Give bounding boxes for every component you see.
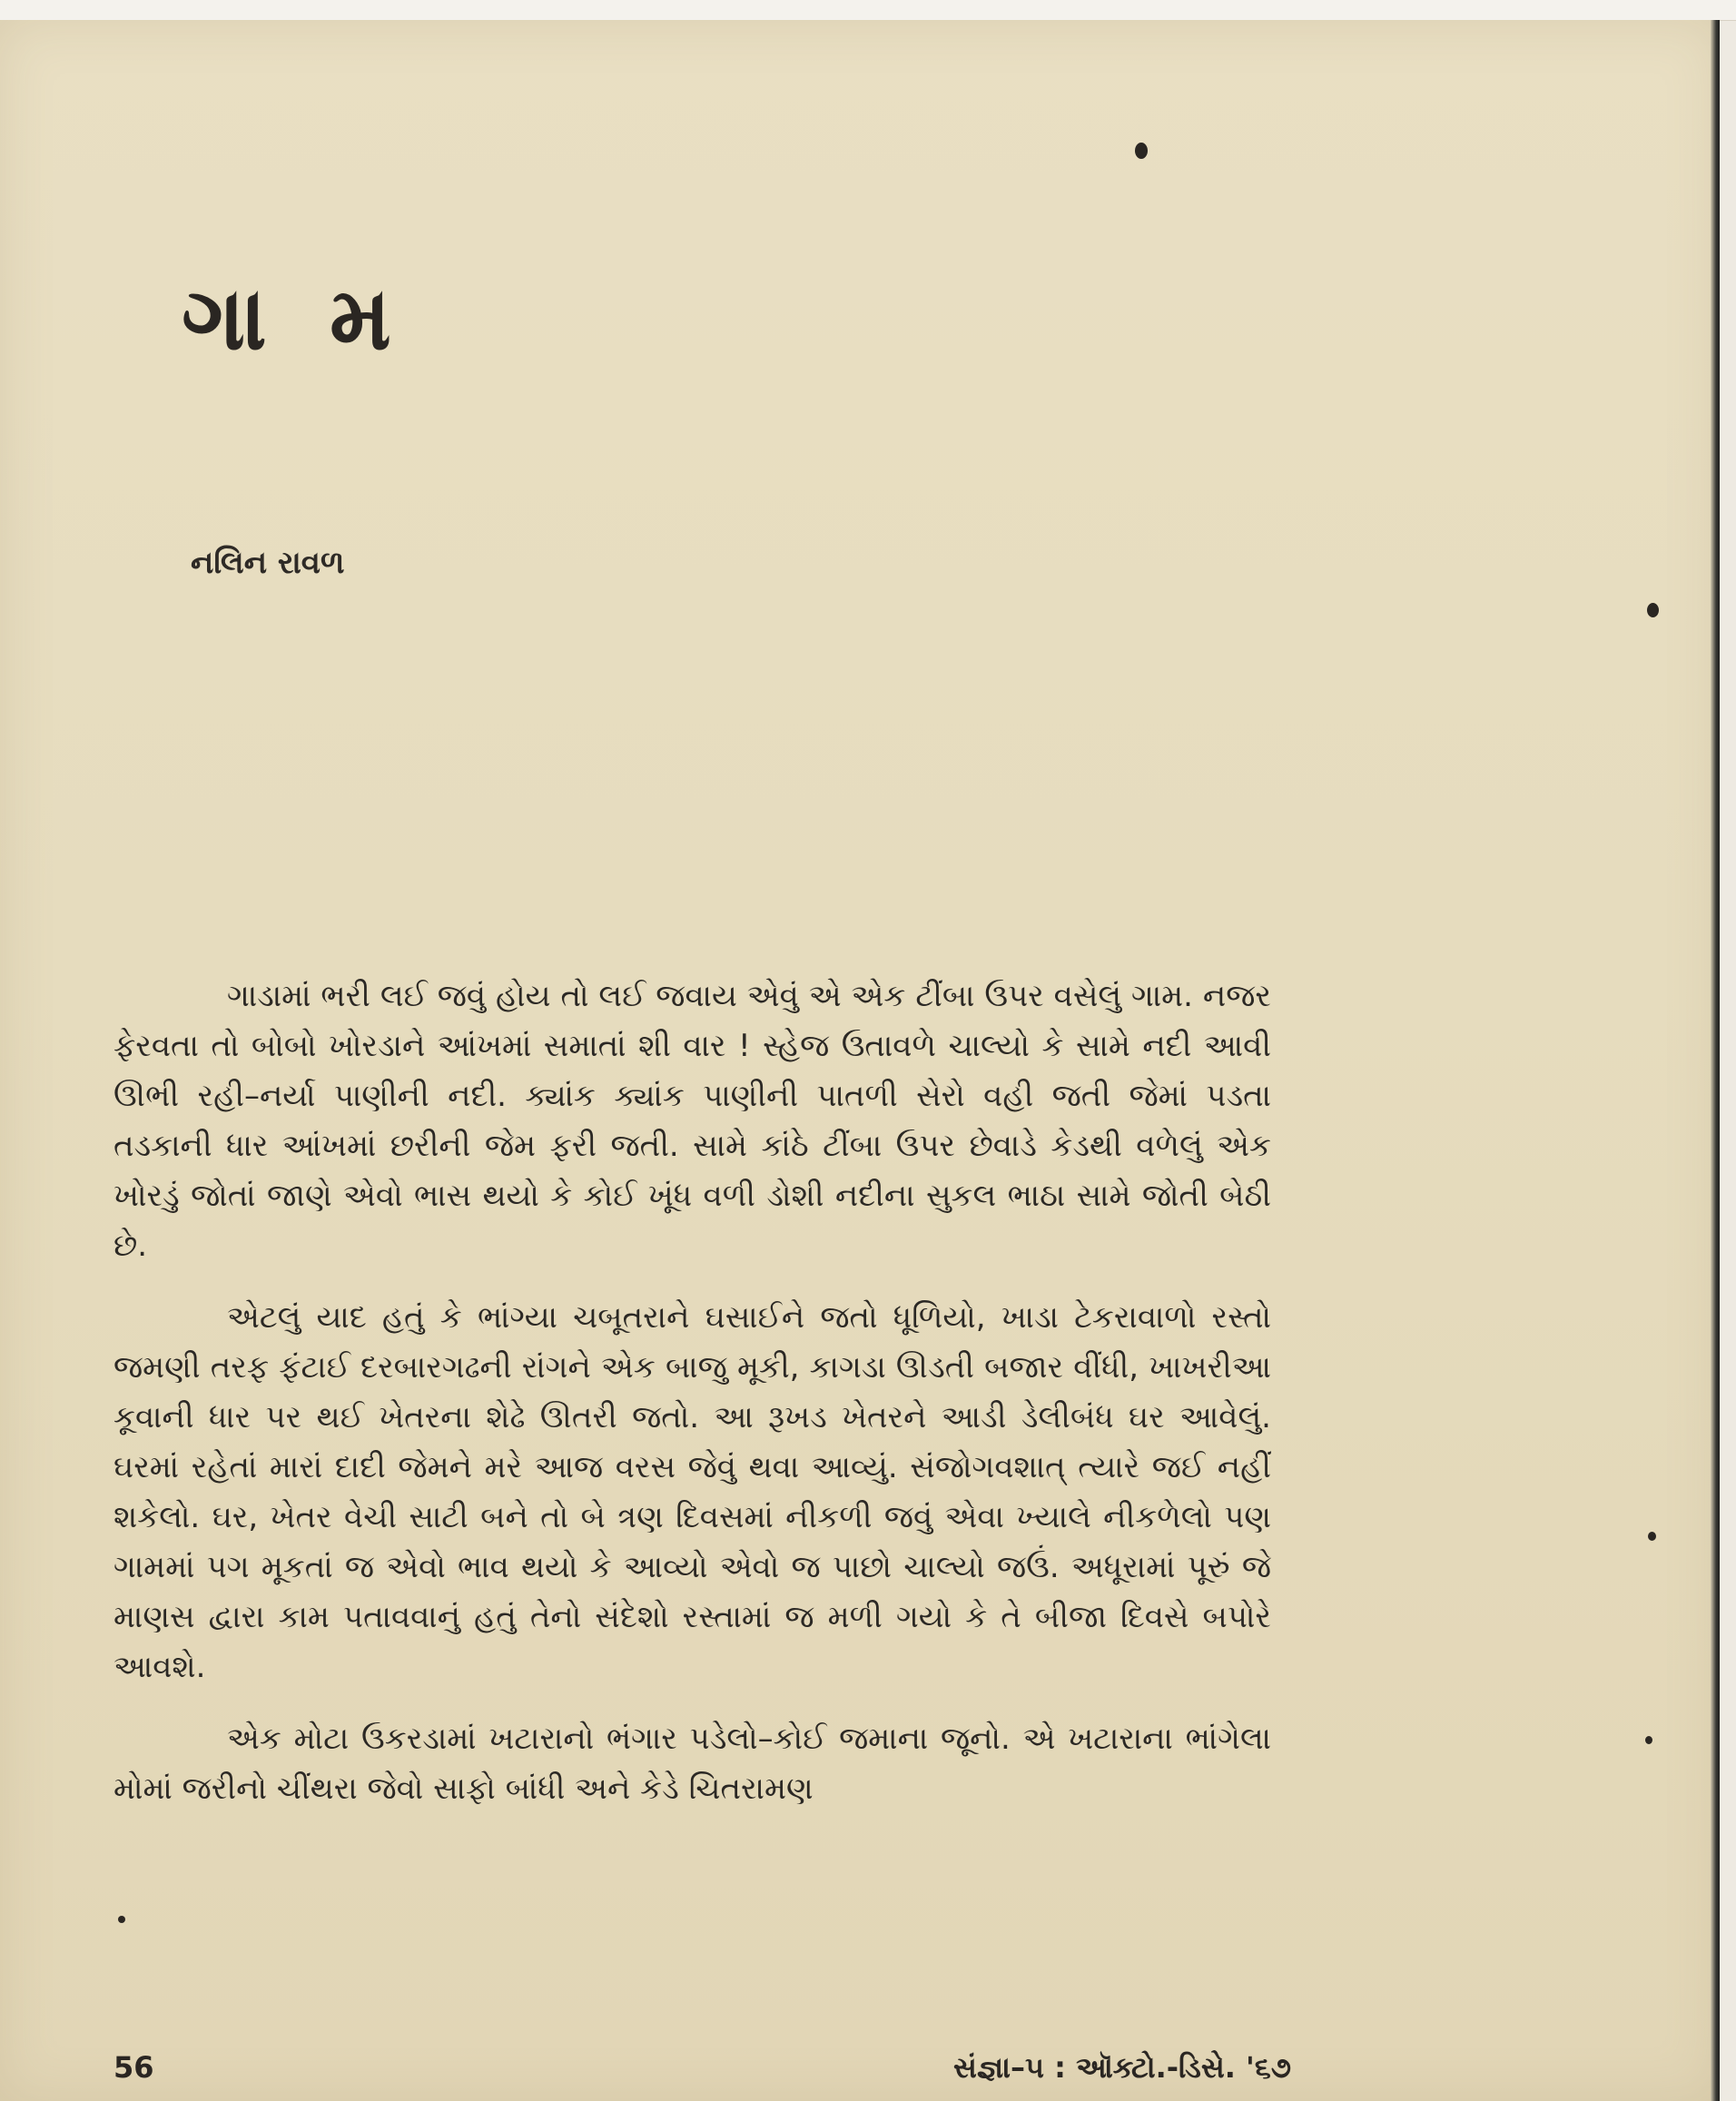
author-name: નલિન રાવળ <box>191 545 345 581</box>
article-body <box>113 972 1271 1836</box>
ink-speck <box>1647 603 1659 617</box>
ink-speck <box>1645 1736 1652 1744</box>
paragraph: એટલું યાદ હતું કે ભાંગ્યા ચબૂતરાને ઘસાઈને જતો ધૂળિયો, ખાડા ટેકરાવાળો રસ્તો જમણી તરફ ફંટાઈ દરબારગઢની રાંગને એક બાજુ મૂકી, કાગડા ઊડતી બજાર વીંધી, ખાખરીઆ કૂવાની ધાર પર થઈ ખેતરના શેઢે ઊતરી જતો. આ રૂખડ ખેતરને આડી ડેલીબંધ ઘર આવેલું. ઘરમાં રહેતાં મારાં દાદી જેમને મરે આજ વરસ જેવું થવા આવ્યું. સંજોગવશાત્ ત્યારે જઈ નહીં શકેલો. ઘર, ખેતર વેચી સાટી બને તો બે ત્રણ દિવસમાં નીકળી જવું એવા ખ્યાલે નીકળેલો પણ ગામમાં પગ મૂકતાં જ એવો ભાવ થયો કે આવ્યો એવો જ પાછો ચાલ્યો જઉં. અધૂરામાં પૂરું જે માણસ દ્વારા કામ પતાવવાનું હતું તેનો સંદેશો રસ્તામાં જ મળી ગયો કે તે બીજા દિવસે બપોરે આવશે. <box>113 1299 1271 1685</box>
ink-speck <box>118 1916 125 1923</box>
ink-speck <box>1648 1532 1656 1541</box>
page-edge-shadow <box>1711 20 1720 2101</box>
paragraph: એક મોટા ઉકરડામાં ખટારાનો ભંગાર પડેલો–કોઈ જમાના જૂનો. એ ખટારાના ભાંગેલા મોમાં જરીનો ચીંથરા જેવો સાફો બાંધી અને કેડે ચિતરામણ <box>113 1721 1271 1807</box>
journal-footer: સંજ્ઞા–૫ : ઑક્ટો.-ડિસે. '૬૭ <box>952 2050 1291 2085</box>
scan-top-margin <box>0 0 1736 21</box>
ink-speck <box>1135 143 1148 159</box>
page-number: 56 <box>113 2050 154 2085</box>
paragraph: ગાડામાં ભરી લઈ જવું હોય તો લઈ જવાય એવું એ એક ટીંબા ઉપર વસેલું ગામ. નજર ફેરવતા તો બોબો ખોરડાને આંખમાં સમાતાં શી વાર ! સ્હેજ ઉતાવળે ચાલ્યો કે સામે નદી આવી ઊભી રહી–નર્યા પાણીની નદી. ક્યાંક ક્યાંક પાણીની પાતળી સેરો વહી જતી જેમાં પડતા તડકાની ધાર આંખમાં છરીની જેમ ફરી જતી. સામે કાંઠે ટીંબા ઉપર છેવાડે કેડથી વળેલું એક ખોરડું જોતાં જાણે એવો ભાસ થયો કે કોઈ ખૂંધ વળી ડોશી નદીના સુકલ ભાઠા સામે જોતી બેઠી છે. <box>113 978 1271 1264</box>
article-title: ગા મ <box>182 268 408 370</box>
